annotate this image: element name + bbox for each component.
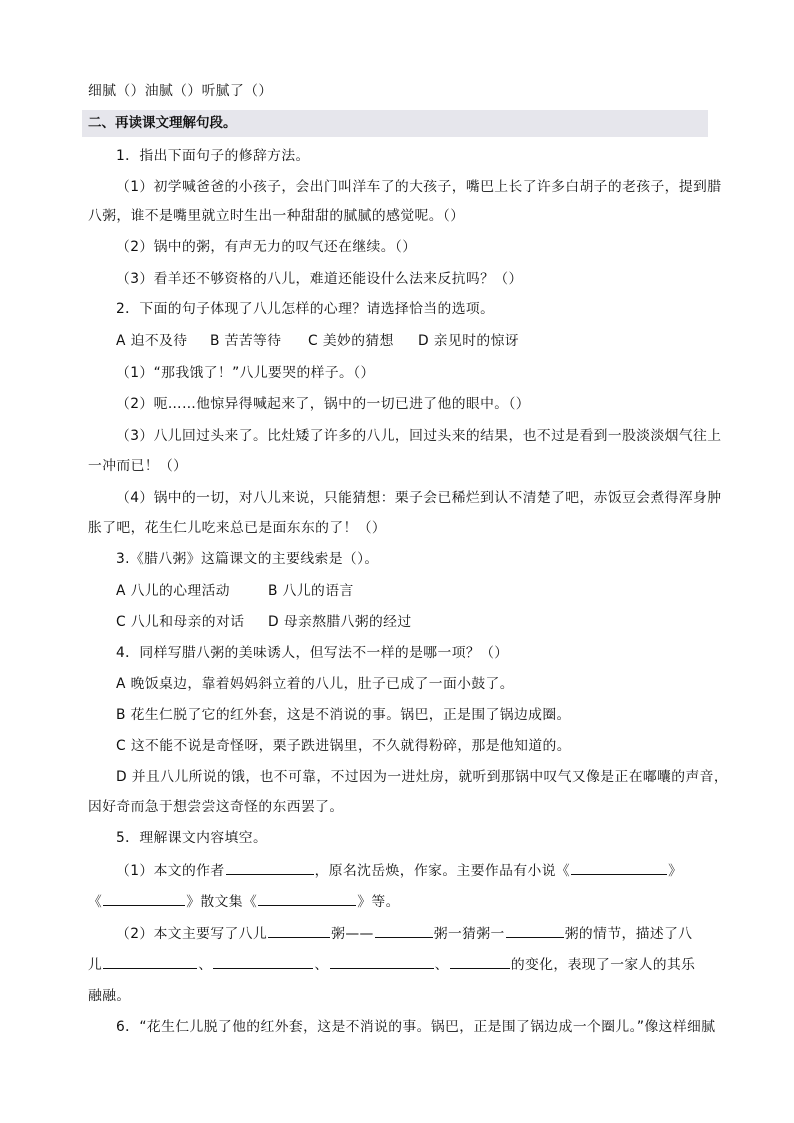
q2-sentence-3a: （3）八儿回过头来了。比灶矮了许多的八儿，回过头来的结果，也不过是看到一股淡淡烟气往上 [116,428,722,444]
blank-porridge-1[interactable] [268,922,330,938]
q5-title: 5．理解课文内容填空。 [116,830,268,846]
q5-text: 、 [434,957,449,973]
q5-part2-line3: 融融。 [88,988,131,1004]
q5-text: （1）本文的作者 [116,863,225,879]
vocab-line: 细腻（）油腻（）听腻了（） [88,83,273,99]
q2-sentence-2: （2）呃……他惊异得喊起来了，锅中的一切已进了他的眼中。（） [116,396,530,412]
q1-sentence-1b: 八粥，谁不是嘴里就立时生出一种甜甜的腻腻的感觉呢。（） [88,208,465,224]
q5-text: 的变化，表现了一家人的其乐 [510,957,696,973]
q4-title: 4．同样写腊八粥的美味诱人，但写法不一样的是哪一项？（） [116,645,509,661]
q5-text: 粥的情节，描述了八 [564,926,693,942]
blank-change-1[interactable] [103,953,197,969]
blank-author[interactable] [226,859,314,875]
q1-title: 1．指出下面句子的修辞方法。 [116,148,310,164]
q5-text: ，原名沈岳焕，作家。主要作品有小说《 [314,863,571,879]
q5-text: 、 [314,957,329,973]
q2-options [116,330,519,352]
q4-option-d1: D 并且八儿所说的饿，也不可靠，不过因为一进灶房，就听到那锅中叹气又像是正在嘟囔的声音， [116,769,729,785]
q2-sentence-1: （1）“那我饿了！”八儿要哭的样子。（） [116,365,375,381]
q5-part1-line1 [116,859,682,882]
q3-option-b: B 八儿的语言 [268,583,354,599]
q5-text: 、 [198,957,213,973]
q5-text: 粥—— [331,926,374,942]
q4-option-d2: 因好奇而急于想尝尝这奇怪的东西罢了。 [88,799,344,815]
q1-sentence-1a: （1）初学喊爸爸的小孩子，会出门叫洋车了的大孩子，嘴巴上长了许多白胡子的老孩子，提到腊 [116,179,722,195]
q5-text: （2）本文主要写了八儿 [116,926,268,942]
q5-part2-line1 [116,922,693,945]
q5-text: 儿 [88,957,103,973]
q3-options-row2 [116,611,412,633]
blank-porridge-3[interactable] [506,922,564,938]
q3-options-row1 [116,580,354,602]
q2-option-b: B 苦苦等待 [210,333,282,349]
section-title: 二、再读课文理解句段。 [82,110,708,137]
q3-option-c: C 八儿和母亲的对话 [116,614,245,630]
q3-option-d: D 母亲熬腊八粥的经过 [268,614,412,630]
q5-text: 》散文集《 [186,894,258,910]
q2-sentence-3b: 一冲而已！（） [88,458,188,474]
q5-part2-line2 [88,953,695,976]
q2-option-c: C 美妙的猜想 [308,333,394,349]
q5-text: 》 [668,863,683,879]
q4-option-a: A 晚饭桌边，靠着妈妈斜立着的八儿，肚子已成了一面小鼓了。 [116,676,514,692]
q2-option-a: A 迫不及待 [116,333,188,349]
blank-novel-2[interactable] [103,890,185,906]
blank-change-4[interactable] [450,953,510,969]
q4-option-c: C 这不能不说是奇怪呀，栗子跌进锅里，不久就得粉碎，那是他知道的。 [116,738,571,754]
q5-text: 《 [88,894,103,910]
blank-change-3[interactable] [330,953,434,969]
q2-sentence-4a: （4）锅中的一切，对八儿来说，只能猜想：栗子会已稀烂到认不清楚了吧，赤饭豆会煮得浑身肿 [116,490,722,506]
q6-text: 6．“花生仁儿脱了他的红外套，这是不消说的事。锅巴，正是围了锅边成一个圈儿。”像这样细腻 [116,1019,716,1035]
q5-part1-line2 [88,890,400,913]
blank-essay[interactable] [258,890,356,906]
q3-option-a: A 八儿的心理活动 [116,583,231,599]
blank-change-2[interactable] [213,953,313,969]
q1-sentence-3: （3）看羊还不够资格的八儿，难道还能设什么法来反抗吗？（） [116,271,523,287]
q1-sentence-2: （2）锅中的粥，有声无力的叹气还在继续。（） [116,239,417,255]
q2-title: 2．下面的句子体现了八儿怎样的心理？请选择恰当的选项。 [116,301,495,317]
q3-title: 3.《腊八粥》这篇课文的主要线索是（）。 [116,551,379,567]
blank-porridge-2[interactable] [375,922,433,938]
q4-option-b: B 花生仁脱了它的红外套，这是不消说的事。锅巴，正是围了锅边成圈。 [116,707,571,723]
q2-option-d: D 亲见时的惊讶 [418,333,519,349]
blank-novel[interactable] [571,859,667,875]
q5-text: 粥一猜粥一 [433,926,505,942]
q2-sentence-4b: 胀了吧，花生仁儿吃来总已是面东东的了！（） [88,520,387,536]
q5-text: 》等。 [357,894,400,910]
